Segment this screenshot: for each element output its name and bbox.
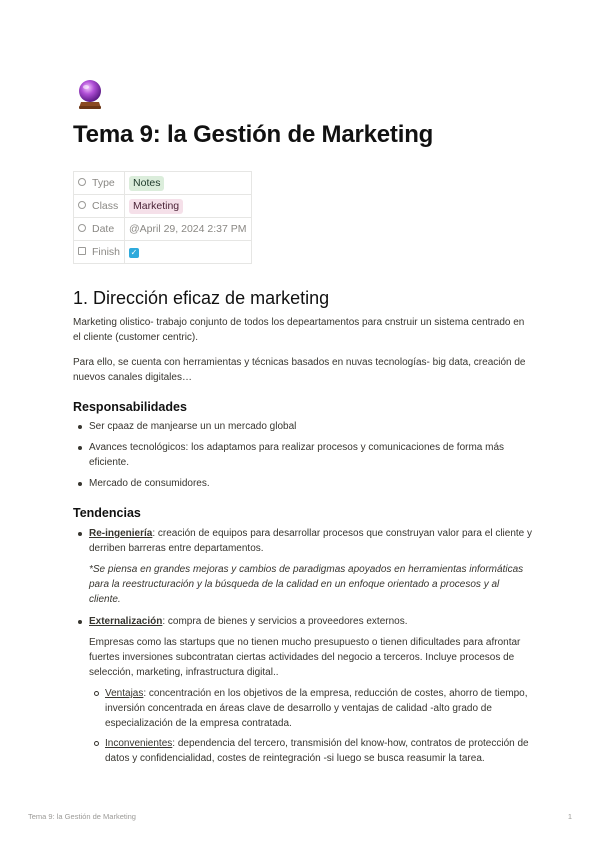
paragraph: Para ello, se cuenta con herramientas y técnicas basados en nuvas tecnologías- big data, creación de nuevos canales digitales…	[73, 357, 526, 383]
list-item: Ser cpaaz de manjearse un un mercado global	[73, 419, 533, 434]
footer-title: Tema 9: la Gestión de Marketing	[28, 812, 136, 821]
property-value[interactable]	[125, 172, 251, 195]
notion-page	[73, 78, 533, 766]
property-row-date[interactable]	[74, 218, 252, 241]
page-title: Tema 9: la Gestión de Marketing	[73, 121, 434, 148]
property-row-type[interactable]	[74, 172, 252, 195]
bullet-icon	[78, 620, 82, 624]
list-item: Re-ingeniería: creación de equipos para desarrollar procesos que construyan valor para el cliente y derriben barreras entre departamentos. *Se piensa en grandes mejoras y cambios de paradigmas apoyados en herramientas informáticas para la reestructuración y la búsqueda de la calidad en un enfoque orientado a procesos y al cliente.	[73, 526, 533, 607]
page-number: 1	[567, 812, 572, 821]
clock-icon	[78, 224, 86, 232]
list-item: Externalización: compra de bienes y servicios a proveedores externos. Empresas como las startups que no tienen mucho presupuesto o tienen dificultades para afrontar fuertes inversiones subcontratan ciertas actividades del negocio a terceros. Incluye procesos de selección, marketing, infrastructura digital.. Ventajas: concentración en los objetivos de la empresa, reducción de costes, ahorro de tiempo, inversión concentrada en áreas clave de desarrollo y ventajas de calidad -alto grado de especialización de la empresa contratada. Inconvenientes: dependencia del tercero, transmisión del know-how, contratos de protección de datos y confidencialidad, costes de reintegración -si luego se busca reasumir la tarea.	[73, 614, 533, 766]
property-row-finish[interactable]	[74, 241, 252, 264]
subheading-responsabilidades: Responsabilidades	[73, 400, 187, 414]
property-key: Type	[74, 172, 125, 195]
section-heading: 1. Dirección eficaz de marketing	[73, 288, 330, 308]
bullet-icon	[78, 425, 82, 429]
term-externalizacion: Externalización	[89, 616, 163, 627]
property-value[interactable]	[125, 195, 251, 218]
bullet-icon	[78, 532, 82, 536]
class-tag[interactable]: Marketing	[129, 199, 183, 214]
list-item: Ventajas: concentración en los objetivos de la empresa, reducción de costes, ahorro de tiempo, inversión concentrada en áreas clave de desarrollo y ventajas de calidad -alto grado de especialización de la empresa contratada.	[89, 686, 533, 731]
type-tag[interactable]: Notes	[129, 176, 164, 191]
property-value[interactable]	[125, 241, 251, 264]
property-row-class[interactable]	[74, 195, 252, 218]
circle-bullet-icon	[94, 691, 99, 696]
checkbox-property-icon	[78, 247, 86, 255]
select-icon	[78, 178, 86, 186]
italic-note: *Se piensa en grandes mejoras y cambios de paradigmas apoyados en herramientas informáticas para la reestructuración y la búsqueda de la calidad en un enfoque orientado a procesos y al cliente.	[89, 564, 524, 605]
select-icon	[78, 201, 86, 209]
property-key: Date	[74, 218, 125, 241]
date-value[interactable]: @April 29, 2024 2:37 PM	[129, 223, 247, 235]
bullet-icon	[78, 446, 82, 450]
list-item: Avances tecnológicos: los adaptamos para realizar procesos y comunicaciones de forma más eficiente.	[73, 440, 533, 470]
paragraph: Empresas como las startups que no tienen mucho presupuesto o tienen dificultades para afrontar fuertes inversiones subcontratan ciertas actividades del negocio a terceros. Incluye procesos de selección, marketing, infrastructura digital..	[89, 637, 521, 678]
properties-table	[73, 171, 252, 264]
property-key: Finish	[74, 241, 125, 264]
crystal-ball-icon	[74, 78, 106, 110]
page-footer	[28, 812, 572, 821]
bullet-list	[73, 526, 533, 766]
paragraph: Marketing olistico- trabajo conjunto de todos los depeartamentos para cnstruir un sistema centrado en el cliente (customer centric).	[73, 317, 525, 343]
term-reingenieria: Re-ingeniería	[89, 528, 153, 539]
finish-checkbox[interactable]: ✓	[130, 248, 138, 257]
property-key: Class	[74, 195, 125, 218]
list-item: Mercado de consumidores.	[73, 476, 533, 491]
term-ventajas: Ventajas	[105, 688, 144, 699]
bullet-list	[73, 419, 533, 491]
nested-bullet-list	[89, 686, 533, 766]
subheading-tendencias: Tendencias	[73, 506, 141, 520]
bullet-icon	[78, 482, 82, 486]
property-value[interactable]	[125, 218, 251, 241]
circle-bullet-icon	[94, 741, 99, 746]
term-inconvenientes: Inconvenientes	[105, 738, 173, 749]
list-item: Inconvenientes: dependencia del tercero, transmisión del know-how, contratos de protección de datos y confidencialidad, costes de reintegración -si luego se busca reasumir la tarea.	[89, 736, 533, 766]
